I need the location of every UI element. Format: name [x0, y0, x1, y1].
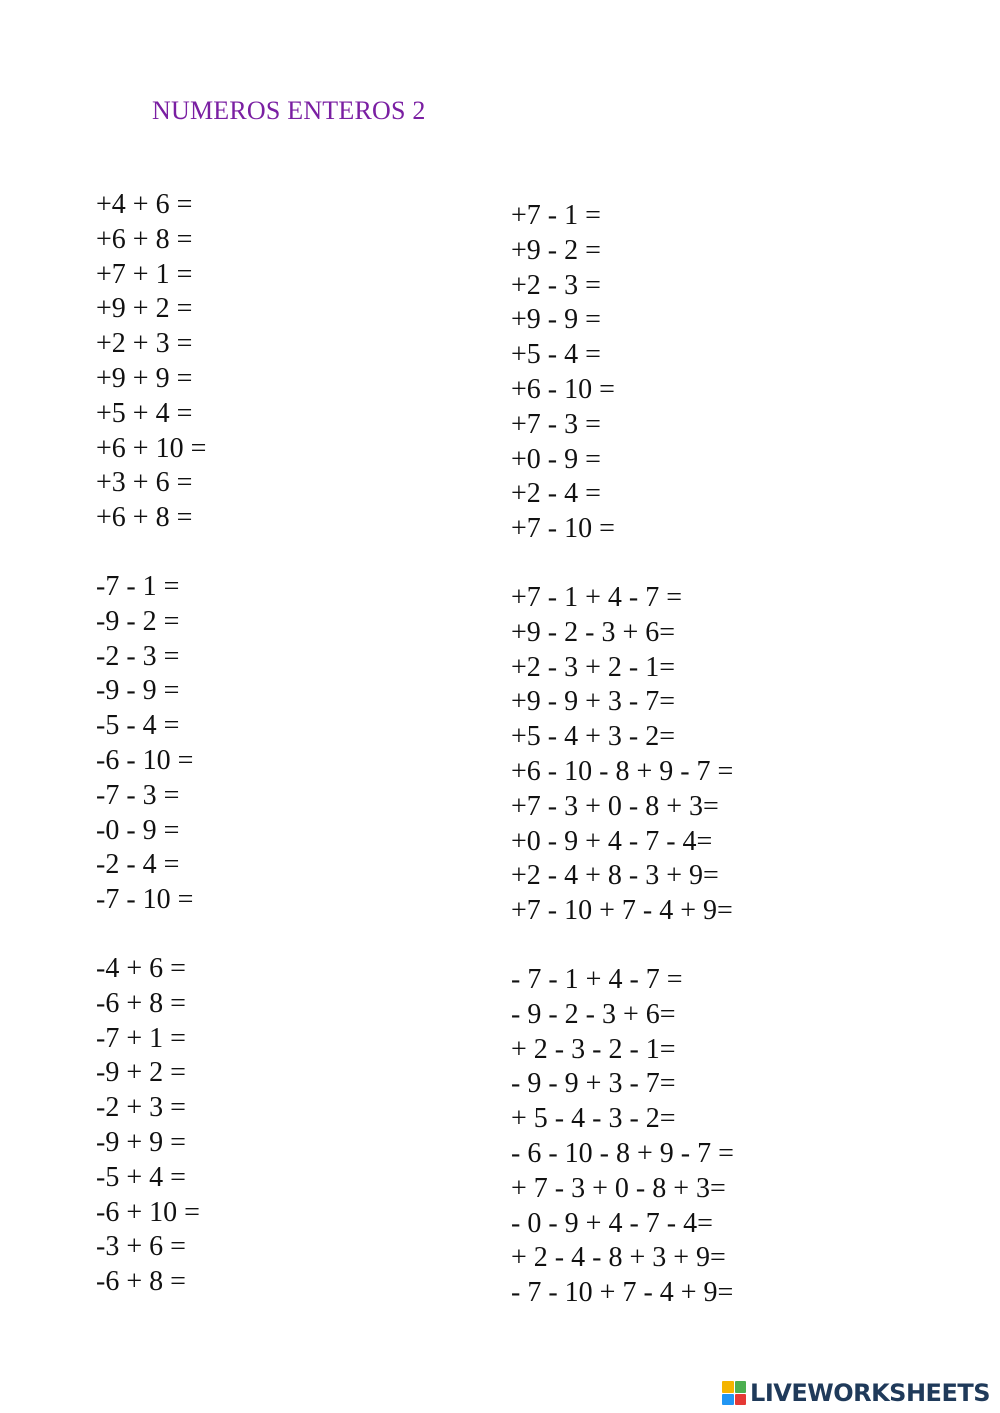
exercise-line: +6 + 8 = — [96, 502, 193, 534]
exercise-line: -9 - 9 = — [96, 675, 180, 707]
exercise-line: +7 - 3 + 0 - 8 + 3= — [511, 790, 719, 822]
exercise-line: +2 - 3 + 2 - 1= — [511, 651, 676, 683]
exercise-line: + 2 - 4 - 8 + 3 + 9= — [511, 1242, 726, 1274]
exercise-line: + 7 - 3 + 0 - 8 + 3= — [511, 1172, 726, 1204]
exercise-line: -6 - 10 = — [96, 744, 194, 776]
exercise-block — [96, 570, 496, 918]
liveworksheets-logo[interactable] — [722, 1379, 990, 1407]
exercise-line: +6 + 8 = — [96, 223, 193, 255]
logo-square — [735, 1381, 747, 1393]
exercise-line: -7 - 1 = — [96, 570, 180, 602]
exercise-line: +9 + 9 = — [96, 362, 193, 394]
exercise-line: +2 - 3 = — [511, 269, 601, 301]
exercise-line: +7 - 1 + 4 - 7 = — [511, 581, 683, 613]
exercise-line: - 0 - 9 + 4 - 7 - 4= — [511, 1207, 713, 1239]
logo-square — [735, 1394, 747, 1406]
exercise-line: + 5 - 4 - 3 - 2= — [511, 1103, 676, 1135]
exercise-line: -6 + 10 = — [96, 1196, 200, 1228]
exercise-line: +6 + 10 = — [96, 432, 207, 464]
exercise-line: +9 - 9 = — [511, 304, 601, 336]
exercise-line: -9 + 2 = — [96, 1057, 186, 1089]
exercise-line: -9 - 2 = — [96, 605, 180, 637]
exercise-line: +6 - 10 - 8 + 9 - 7 = — [511, 755, 734, 787]
page-title: NUMEROS ENTEROS 2 — [152, 96, 426, 125]
logo-square — [722, 1381, 734, 1393]
exercise-line: -5 - 4 = — [96, 710, 180, 742]
exercise-line: +7 - 10 + 7 - 4 + 9= — [511, 895, 733, 927]
exercise-line: +9 - 2 - 3 + 6= — [511, 616, 676, 648]
exercise-line: + 2 - 3 - 2 - 1= — [511, 1033, 676, 1065]
exercise-block — [511, 581, 911, 929]
logo-square — [722, 1394, 734, 1406]
exercise-line: +0 - 9 = — [511, 443, 601, 475]
exercise-line: -9 + 9 = — [96, 1126, 186, 1158]
exercise-line: +6 - 10 = — [511, 373, 615, 405]
exercise-line: -7 - 3 = — [96, 779, 180, 811]
exercise-block — [511, 963, 911, 1311]
exercise-line: +7 - 1 = — [511, 200, 601, 231]
logo-text: LIVEWORKSHEETS — [750, 1379, 990, 1407]
exercise-line: -7 + 1 = — [96, 1022, 186, 1054]
exercise-line: +5 - 4 + 3 - 2= — [511, 721, 676, 753]
exercise-line: -5 + 4 = — [96, 1161, 186, 1193]
exercise-line: -6 + 8 = — [96, 987, 186, 1019]
exercise-line: +4 + 6 = — [96, 189, 193, 220]
exercise-line: - 6 - 10 - 8 + 9 - 7 = — [511, 1137, 734, 1169]
exercise-line: -2 + 3 = — [96, 1092, 186, 1124]
exercise-line: +9 + 2 = — [96, 293, 193, 325]
exercise-line: -7 - 10 = — [96, 884, 194, 916]
exercise-line: +2 - 4 = — [511, 478, 601, 510]
exercise-line: +0 - 9 + 4 - 7 - 4= — [511, 825, 713, 857]
left-column — [96, 188, 496, 1334]
exercise-block — [96, 188, 496, 536]
liveworksheets-logo-icon — [722, 1381, 746, 1405]
exercise-line: +3 + 6 = — [96, 467, 193, 499]
exercise-line: +7 - 3 = — [511, 408, 601, 440]
exercise-line: -2 - 4 = — [96, 849, 180, 881]
right-column — [511, 199, 911, 1345]
exercise-block — [96, 952, 496, 1300]
exercise-line: -4 + 6 = — [96, 952, 186, 984]
exercise-line: -6 + 8 = — [96, 1266, 186, 1298]
exercise-line: - 7 - 10 + 7 - 4 + 9= — [511, 1277, 734, 1309]
exercise-line: +2 - 4 + 8 - 3 + 9= — [511, 860, 719, 892]
exercise-block — [511, 199, 911, 547]
exercise-line: +2 + 3 = — [96, 328, 193, 360]
exercise-line: +7 + 1 = — [96, 258, 193, 290]
exercise-line: - 7 - 1 + 4 - 7 = — [511, 963, 683, 995]
exercise-line: -0 - 9 = — [96, 814, 180, 846]
exercise-line: +5 + 4 = — [96, 397, 193, 429]
exercise-line: +5 - 4 = — [511, 339, 601, 371]
exercise-line: - 9 - 9 + 3 - 7= — [511, 1068, 676, 1100]
exercise-line: - 9 - 2 - 3 + 6= — [511, 998, 676, 1030]
exercise-line: -3 + 6 = — [96, 1231, 186, 1263]
exercise-line: +9 - 2 = — [511, 234, 601, 266]
exercise-line: -2 - 3 = — [96, 640, 180, 672]
exercise-line: +9 - 9 + 3 - 7= — [511, 686, 676, 718]
exercise-line: +7 - 10 = — [511, 513, 615, 545]
